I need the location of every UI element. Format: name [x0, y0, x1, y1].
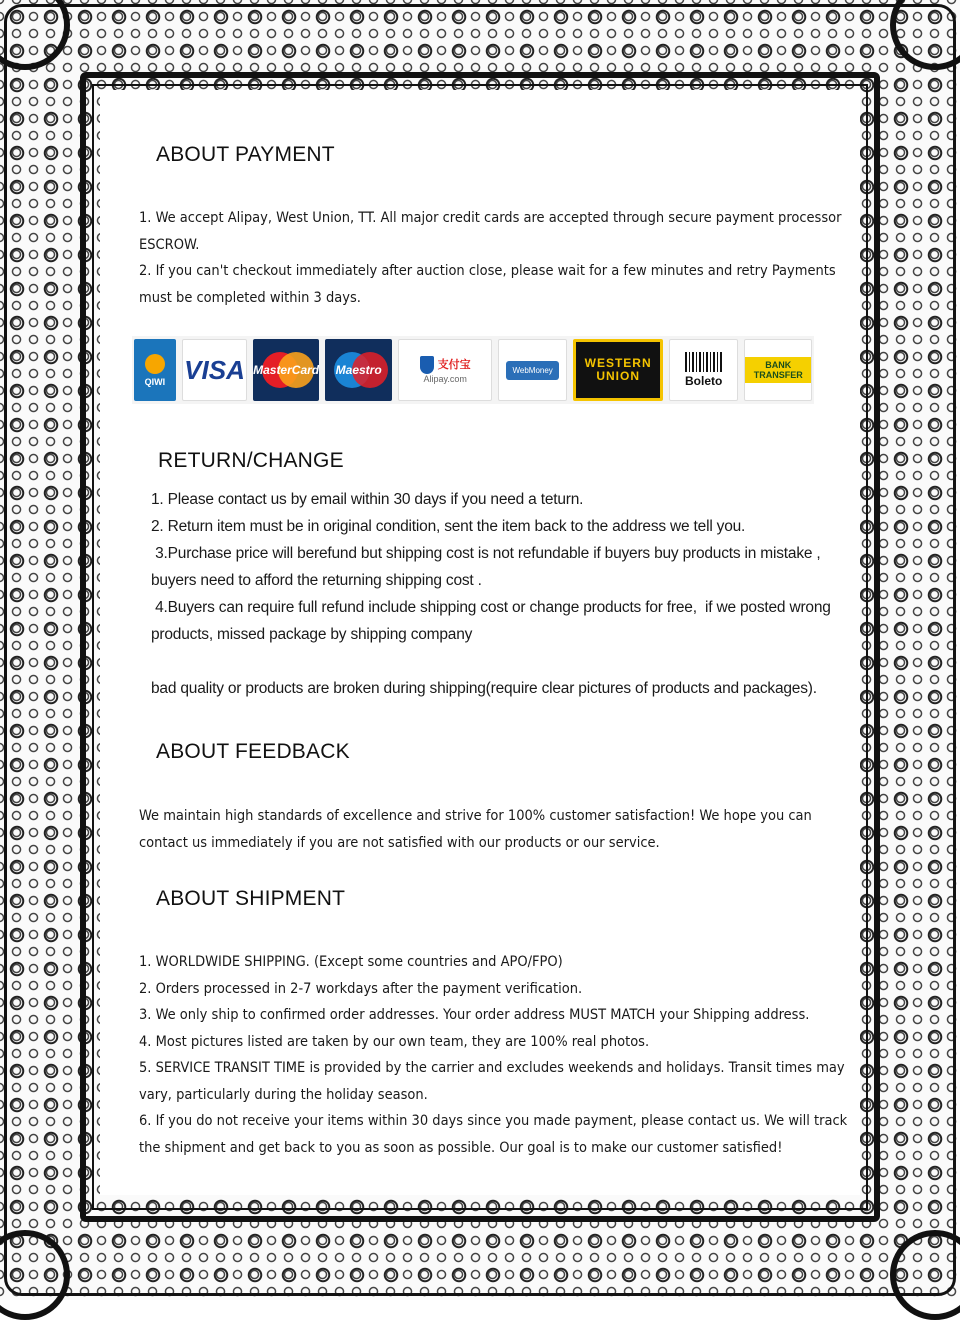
- webmoney-logo: [498, 339, 568, 401]
- shipment-line: 4. Most pictures listed are taken by our own team, they are 100% real photos.: [139, 1033, 650, 1050]
- return-text: [151, 486, 831, 702]
- return-heading: RETURN/CHANGE: [158, 449, 344, 472]
- alipay-shield-icon: [420, 356, 434, 374]
- return-line: 3.Purchase price will berefund but shipping cost is not refundable if buyers buy products in mistake ,: [151, 545, 821, 562]
- shipment-line: vary, particularly during the holiday season.: [139, 1086, 428, 1103]
- return-line: 2. Return item must be in original condition, sent the item back to the address we tell you.: [151, 518, 746, 535]
- shipment-line: 3. We only ship to confirmed order addresses. Your order address MUST MATCH your Shipping address.: [139, 1007, 810, 1023]
- shipment-line: the shipment and get back to you as soon as possible. Our goal is to make our customer satisfied!: [139, 1139, 783, 1156]
- shipment-line: 6. If you do not receive your items within 30 days since you made payment, please contact us. We will track: [139, 1113, 848, 1129]
- payment-logos-strip: [132, 336, 814, 404]
- shipment-heading: ABOUT SHIPMENT: [156, 887, 346, 910]
- payment-line: 1. We accept Alipay, West Union, TT. All major credit cards are accepted through secure payment processor: [139, 210, 842, 226]
- payment-text: [139, 205, 841, 311]
- boleto-label: Boleto: [684, 374, 723, 388]
- visa-label: VISA: [184, 354, 245, 385]
- webmoney-label: WebMoney: [506, 361, 558, 380]
- shipment-line: 5. SERVICE TRANSIT TIME is provided by the carrier and excludes weekends and holidays. Transit times may: [139, 1060, 845, 1076]
- feedback-text: [139, 803, 812, 856]
- maestro-label: Maestro: [335, 363, 382, 377]
- mastercard-label: MasterCard: [253, 363, 319, 377]
- payment-line: 2. If you can't checkout immediately after auction close, please wait for a few minutes and retry Payments: [139, 263, 836, 279]
- payment-heading: ABOUT PAYMENT: [156, 143, 335, 166]
- alipay-logo: [398, 339, 491, 401]
- visa-logo: [182, 339, 248, 401]
- return-line: bad quality or products are broken during shipping(require clear pictures of products and packages).: [151, 680, 817, 697]
- western-union-logo: [573, 339, 662, 401]
- alipay-sublabel: Alipay.com: [423, 374, 467, 385]
- barcode-icon: [685, 352, 723, 372]
- bank-transfer-label: BANK TRANSFER: [745, 357, 811, 383]
- shipment-line: 2. Orders processed in 2-7 workdays after the payment verification.: [139, 980, 583, 997]
- shipment-text: [139, 949, 847, 1161]
- return-line: products, missed package by shipping company: [151, 626, 473, 643]
- payment-line: must be completed within 3 days.: [139, 289, 361, 306]
- shipment-line: 1. WORLDWIDE SHIPPING. (Except some countries and APO/FPO): [139, 954, 563, 970]
- western-union-label: WESTERN UNION: [584, 356, 652, 383]
- boleto-logo: [669, 339, 739, 401]
- alipay-label: 支付宝: [437, 358, 471, 371]
- payment-line: ESCROW.: [139, 236, 200, 253]
- bank-transfer-logo: [744, 339, 812, 401]
- qiwi-icon: [145, 354, 165, 374]
- feedback-line: contact us immediately if you are not satisfied with our products or our service.: [139, 834, 660, 851]
- return-line: 4.Buyers can require full refund include shipping cost or change products for free, if we posted wrong: [151, 599, 831, 616]
- feedback-line: We maintain high standards of excellence and strive for 100% customer satisfaction! We hope you can: [139, 808, 812, 824]
- qiwi-logo: [134, 339, 176, 401]
- qiwi-label: QIWI: [144, 376, 166, 387]
- maestro-logo: [325, 339, 393, 401]
- mastercard-logo: [253, 339, 319, 401]
- return-line: buyers need to afford the returning shipping cost .: [151, 572, 482, 589]
- feedback-heading: ABOUT FEEDBACK: [156, 740, 350, 763]
- return-line: 1. Please contact us by email within 30 days if you need a teturn.: [151, 491, 584, 508]
